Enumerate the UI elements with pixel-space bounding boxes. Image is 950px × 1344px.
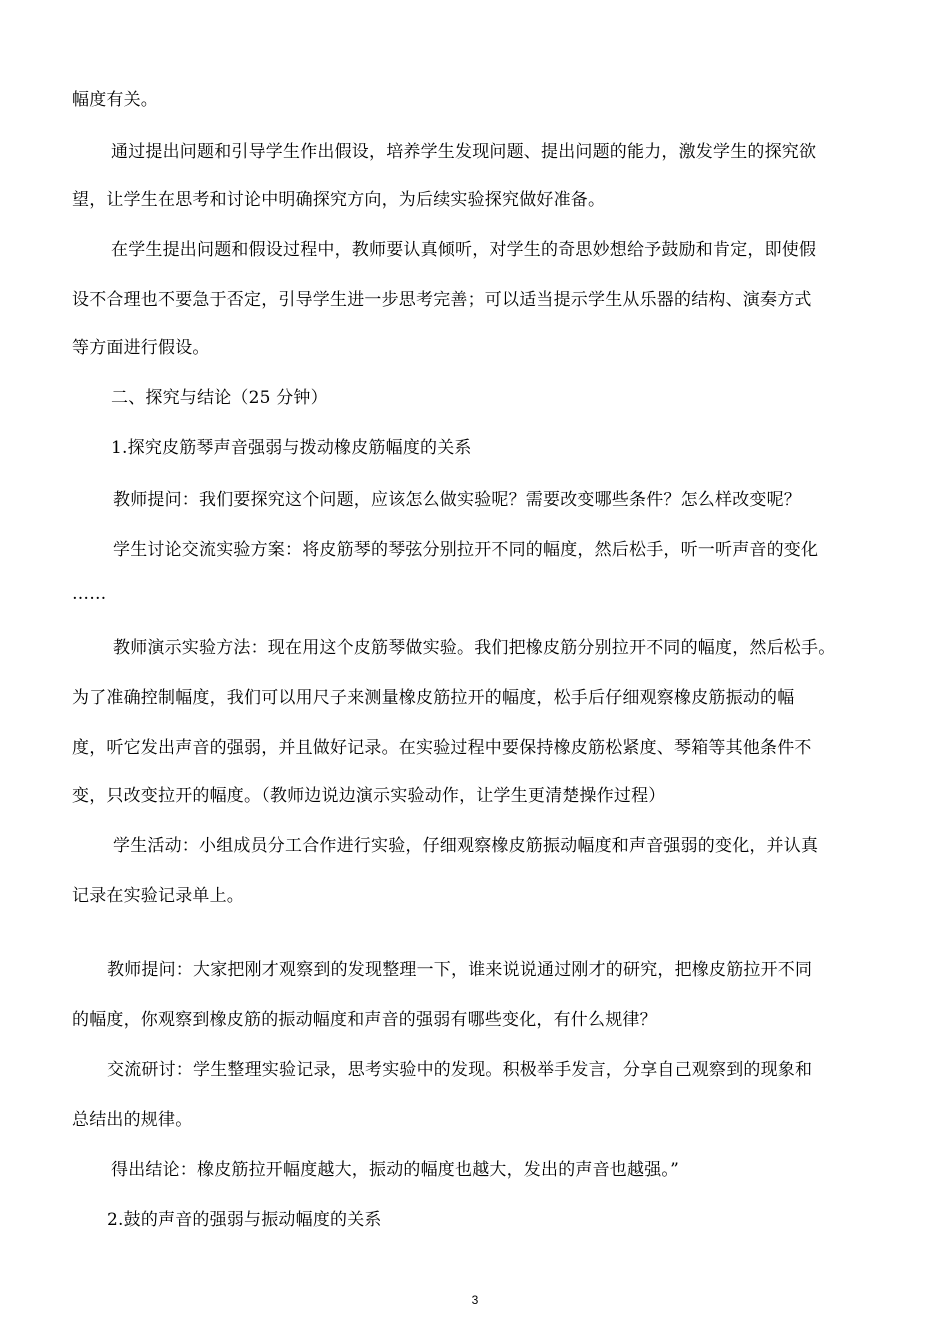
text-line: 设不合理也不要急于否定，引导学生进一步思考完善；可以适当提示学生从乐器的结构、演奏方式 — [72, 290, 812, 310]
text-line: 等方面进行假设。 — [72, 338, 210, 358]
text-line: 学生讨论交流实验方案：将皮筋琴的琴弦分别拉开不同的幅度，然后松手，听一听声音的变化 — [113, 540, 819, 560]
text-line: 交流研讨：学生整理实验记录，思考实验中的发现。积极举手发言，分享自己观察到的现象和 — [107, 1060, 813, 1080]
text-line: 望，让学生在思考和讨论中明确探究方向，为后续实验探究做好准备。 — [72, 190, 606, 210]
page-number: 3 — [471, 1293, 479, 1307]
text-line: 教师演示实验方法：现在用这个皮筋琴做实验。我们把橡皮筋分别拉开不同的幅度，然后松手。 — [113, 638, 836, 658]
text-line: 的幅度，你观察到橡皮筋的振动幅度和声音的强弱有哪些变化，有什么规律？ — [72, 1010, 657, 1030]
subsection-heading: 1.探究皮筋琴声音强弱与拨动橡皮筋幅度的关系 — [111, 438, 472, 458]
text-line: 幅度有关。 — [72, 90, 158, 110]
text-line: 变，只改变拉开的幅度。（教师边说边演示实验动作，让学生更清楚操作过程） — [72, 786, 666, 806]
text-line: 在学生提出问题和假设过程中，教师要认真倾听，对学生的奇思妙想给予鼓励和肯定，即使假 — [111, 240, 817, 260]
text-line: 得出结论：橡皮筋拉开幅度越大，振动的幅度也越大，发出的声音也越强。” — [111, 1160, 679, 1180]
subsection-heading: 2.鼓的声音的强弱与振动幅度的关系 — [107, 1210, 382, 1230]
text-line: 教师提问：我们要探究这个问题，应该怎么做实验呢？需要改变哪些条件？怎么样改变呢？ — [113, 490, 801, 510]
text-line: 学生活动：小组成员分工合作进行实验，仔细观察橡皮筋振动幅度和声音强弱的变化，并认真 — [113, 836, 819, 856]
text-line: 记录在实验记录单上。 — [72, 886, 244, 906]
text-line: 度，听它发出声音的强弱，并且做好记录。在实验过程中要保持橡皮筋松紧度、琴箱等其他条件不 — [72, 738, 812, 758]
text-line: 为了准确控制幅度，我们可以用尺子来测量橡皮筋拉开的幅度，松手后仔细观察橡皮筋振动的幅 — [72, 688, 795, 708]
text-line: 通过提出问题和引导学生作出假设，培养学生发现问题、提出问题的能力，激发学生的探究欲 — [111, 142, 817, 162]
text-line: 教师提问：大家把刚才观察到的发现整理一下，谁来说说通过刚才的研究，把橡皮筋拉开不同 — [107, 960, 813, 980]
section-heading: 二、探究与结论（25 分钟） — [111, 388, 328, 408]
text-line: …… — [72, 584, 107, 604]
text-line: 总结出的规律。 — [72, 1110, 193, 1130]
